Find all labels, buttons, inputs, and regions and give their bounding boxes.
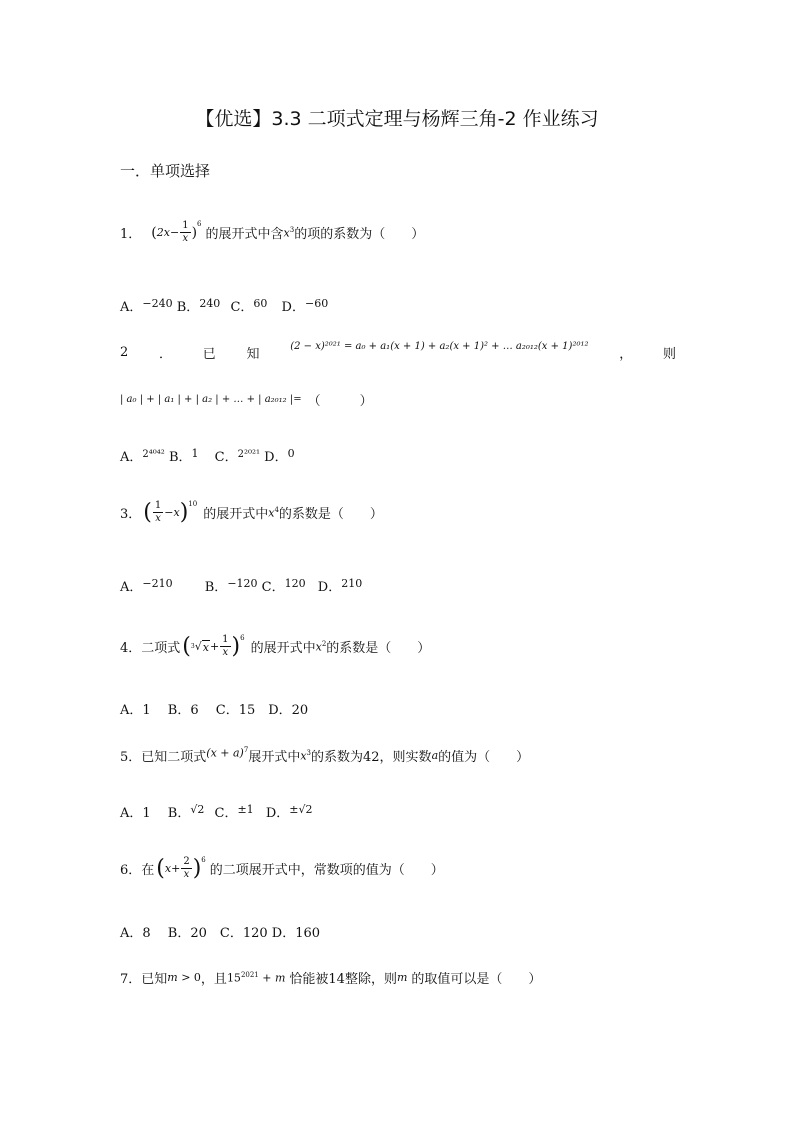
q5-option-ab-label: A．1 B． <box>120 806 191 821</box>
question-4 <box>120 634 430 659</box>
question-6-options: A．8 B．20 C．120 D．160 <box>120 926 321 941</box>
q5-option-c-value: ±1 <box>237 803 254 816</box>
question-6 <box>120 856 444 881</box>
question-4-text: 的展开式中 <box>250 641 316 656</box>
q2-option-c-value: 2²⁰²¹ <box>237 449 260 460</box>
q3-option-a-value: −210 <box>142 577 173 590</box>
q1-option-c-label: C． <box>230 300 254 315</box>
question-5-options <box>120 802 313 821</box>
question-2-comma: ， <box>619 347 633 362</box>
question-7 <box>120 968 541 987</box>
question-6-text: 的二项展开式中，常数项的值为（ ） <box>209 863 444 878</box>
question-7-condition: m > 0 <box>167 971 201 984</box>
q3-option-d-value: 210 <box>341 577 363 590</box>
question-2-dot: ． <box>159 347 173 362</box>
q1-option-a-label: A． <box>120 300 143 315</box>
question-1-text-b: 的项的系数为（ ） <box>294 227 425 242</box>
question-3-text-b: 的系数是（ ） <box>278 507 383 522</box>
question-5-number: 5．已知二项式 <box>120 750 207 765</box>
question-5-formula: $(x + a)^7$ <box>206 745 249 760</box>
question-2-formula: (2 − x)²⁰²¹ = a₀ + a₁(x + 1) + a₂(x + 1)² + … a₂₀₁₂(x + 1)²⁰¹² <box>290 341 589 352</box>
question-5-variable: a <box>431 749 439 762</box>
question-5-term: $x^3$ <box>300 748 312 763</box>
q1-option-b-label: B． <box>176 300 200 315</box>
question-4-term: $x^2$ <box>315 639 327 654</box>
question-7-expression: $15^{2021} + m$ <box>226 970 286 985</box>
q1-option-c-value: 60 <box>253 297 268 310</box>
q5-option-d-value: ±√2 <box>289 803 313 816</box>
q5-option-d-label: D． <box>265 806 290 821</box>
question-3-term: $x^4$ <box>268 505 279 520</box>
q1-option-a-value: −240 <box>142 297 173 310</box>
question-1-options <box>120 296 328 315</box>
question-2-zhi: 知 <box>246 347 260 362</box>
q3-option-b-label: B． <box>204 580 228 595</box>
question-4-text-b: 的系数是（ ） <box>326 641 431 656</box>
question-3 <box>120 500 383 525</box>
question-2 <box>120 343 676 362</box>
q1-option-d-label: D． <box>281 300 305 315</box>
question-2-yi: 已 <box>202 347 216 362</box>
question-5-text: 展开式中 <box>248 750 301 765</box>
question-2-ze: 则 <box>662 347 676 362</box>
q2-option-c-label: C． <box>214 450 238 465</box>
q3-option-c-label: C． <box>261 580 285 595</box>
q3-option-c-value: 120 <box>284 577 306 590</box>
question-3-text: 的展开式中 <box>203 507 269 522</box>
q3-option-a-label: A． <box>120 580 143 595</box>
question-6-number: 6．在 <box>120 863 155 878</box>
question-2-options <box>120 446 295 465</box>
question-4-options: A．1 B．6 C．15 D．20 <box>120 703 309 718</box>
q2-option-d-label: D． <box>264 450 288 465</box>
page-title: 【优选】3.3 二项式定理与杨辉三角-2 作业练习 <box>195 108 599 130</box>
question-7-text-b: 恰能被14整除，则 <box>289 972 397 987</box>
q2-option-a-label: A． <box>120 450 143 465</box>
question-7-variable: m <box>396 971 408 984</box>
question-6-formula: ( x + $\frac{2}{x}$ ) 6 <box>156 855 206 881</box>
q2-option-d-value: 0 <box>287 447 295 460</box>
question-2-abs-sum: | a₀ | + | a₁ | + | a₂ | + … + | a₂₀₁₂ |= <box>120 394 302 405</box>
q5-option-b-value: √2 <box>190 803 205 816</box>
question-2-paren: （ ） <box>307 394 373 409</box>
question-4-number: 4．二项式 <box>120 641 181 656</box>
question-5-text-b: 的系数为42，则实数 <box>311 750 432 765</box>
q2-option-b-value: 1 <box>191 447 199 460</box>
section-heading: 一．单项选择 <box>120 162 211 180</box>
question-1-number: 1． <box>120 227 142 242</box>
q2-option-b-label: B． <box>168 450 192 465</box>
question-2-line-2 <box>120 390 373 409</box>
question-3-number: 3． <box>120 507 142 522</box>
question-1-formula: ( 2 x − $\frac{1}{x}$ ) 6 <box>151 220 202 244</box>
question-5 <box>120 746 529 765</box>
q3-option-b-value: −120 <box>227 577 258 590</box>
question-7-text-c: 的取值可以是（ ） <box>411 972 542 987</box>
question-3-options <box>120 576 362 595</box>
question-1-term: $x^3$ <box>283 225 295 240</box>
question-3-formula: ( $\frac{1}{x}$ − x ) 10 <box>143 499 198 525</box>
q1-option-b-value: 240 <box>199 297 221 310</box>
question-1-text: 的展开式中含 <box>205 227 284 242</box>
q2-option-a-value: 2⁴⁰⁴² <box>142 449 165 460</box>
q3-option-d-label: D． <box>317 580 342 595</box>
question-5-text-c: 的值为（ ） <box>438 750 530 765</box>
question-2-number: 2 <box>120 345 129 360</box>
question-4-formula: ( 3 √ x + $\frac{1}{x}$ ) 6 <box>182 633 245 659</box>
question-7-text-a: ，且 <box>200 972 227 987</box>
question-7-number: 7．已知 <box>120 972 168 987</box>
q5-option-c-label: C． <box>214 806 238 821</box>
question-1 <box>120 220 424 245</box>
q1-option-d-value: −60 <box>304 297 329 310</box>
